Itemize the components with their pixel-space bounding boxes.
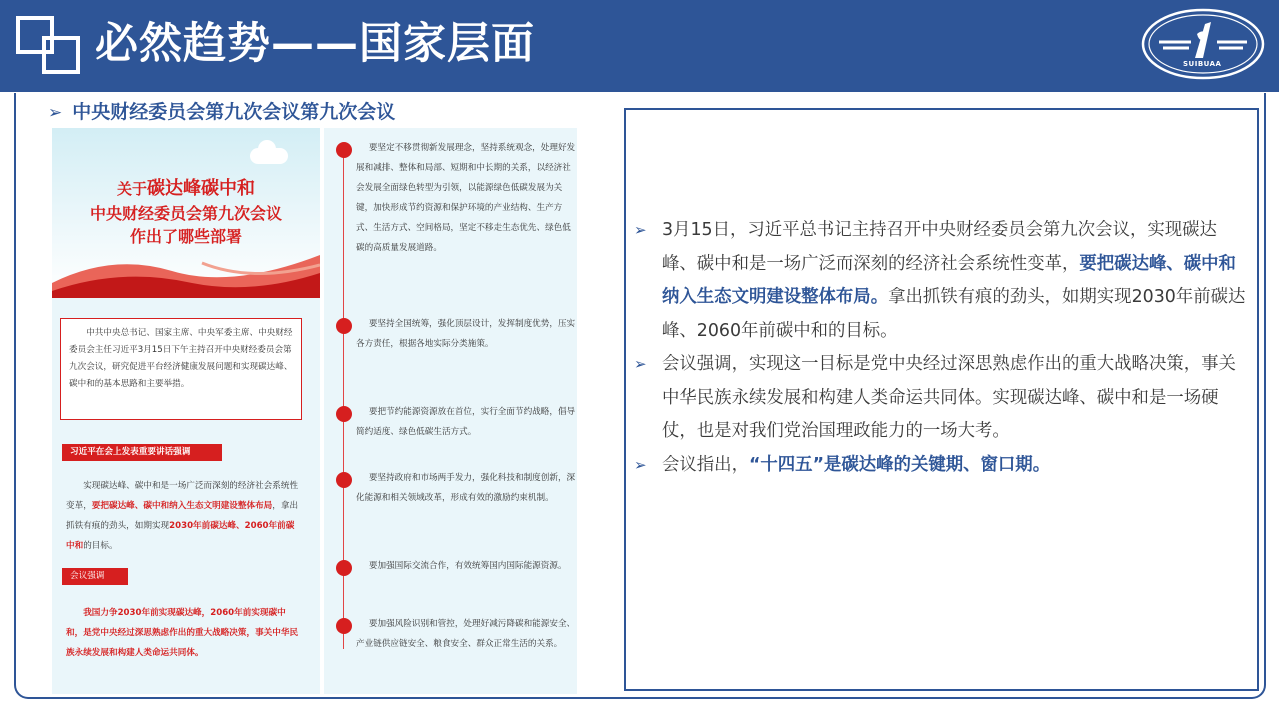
section-subheading xyxy=(48,100,395,125)
speech-tag: 习近平在会上发表重要讲话强调 xyxy=(62,444,222,461)
summary-bullet-2 xyxy=(634,348,1246,449)
timeline-text: 要加强风险识别和管控，处理好减污降碳和能源安全、产业链供应链安全、粮食安全、群众正常生活的关系。 xyxy=(356,619,576,649)
timeline-dot-icon xyxy=(336,560,352,576)
timeline-text: 要坚持政府和市场两手发力，强化科技和制度创新，深化能源和相关领域改革，形成有效的激励约束机制。 xyxy=(356,473,576,503)
summary-bullets xyxy=(634,214,1246,482)
bullet-1-text-a: 3月15日，习近平总书记主持召开中央财经委员会第九次会议，实现碳达峰、碳中和是一场广泛而深刻的经济社会系统性变革， xyxy=(662,220,1217,274)
university-logo-icon xyxy=(1139,4,1267,82)
red-ribbon-icon xyxy=(52,243,320,298)
bullet-3-text-a: 会议指出， xyxy=(662,454,749,475)
arrow-bullet-icon: ➢ xyxy=(634,455,647,474)
header-band xyxy=(0,0,1279,92)
bullet-2-text: 会议强调，实现这一目标是党中央经过深思熟虑作出的重大战略决策，事关中华民族永续发展和构建人类命运共同体。实现碳达峰、碳中和是一场硬仗，也是对我们党治国理政能力的一场大考。 xyxy=(662,354,1236,441)
speech-paragraph xyxy=(66,476,302,556)
arrow-bullet-icon: ➢ xyxy=(634,355,647,373)
bullet-1-bold: 要把碳达峰、碳中和纳入生态文明建设整体布局。 xyxy=(662,253,1236,307)
arrow-bullet-icon: ➢ xyxy=(48,103,63,123)
timeline-dot-icon xyxy=(336,472,352,488)
banner-emphasis: 碳达峰碳中和 xyxy=(147,178,255,199)
timeline-dot-icon xyxy=(336,142,352,158)
speech-highlight-2: 2030年前碳达峰、2060年前碳中和 xyxy=(66,521,295,551)
banner-line-1 xyxy=(52,178,320,200)
banner-prefix: 关于 xyxy=(116,180,147,198)
cloud-icon xyxy=(250,148,288,164)
timeline-text: 要加强国际交流合作，有效统筹国内国际能源资源。 xyxy=(368,561,567,571)
infographic-banner xyxy=(52,128,320,298)
page-title: 必然趋势——国家层面 xyxy=(95,19,535,69)
timeline-dot-icon xyxy=(336,406,352,422)
timeline-text: 要坚定不移贯彻新发展理念，坚持系统观念，处理好发展和减排、整体和局部、短期和中长期的关系，以经济社会发展全面绿色转型为引领，以能源绿色低碳发展为关键，加快形成节约资源和保护环境的产业结构、生产方式、生活方式、空间格局，坚定不移走生态优先、绿色低碳的高质量发展道路。 xyxy=(356,143,576,253)
intro-box: 中共中央总书记、国家主席、中央军委主席、中央财经委员会主任习近平3月15日下午主持召开中央财经委员会第九次会议，研究促进平台经济健康发展问题和实现碳达峰、碳中和的基本思路和主要举措。 xyxy=(60,318,302,420)
bullet-1-text-c: 拿出抓铁有痕的劲头，如期实现2030年前碳达峰、2060年前碳中和的目标。 xyxy=(662,287,1246,341)
meeting-emphasis-tag: 会议强调 xyxy=(62,568,128,585)
summary-bullet-3 xyxy=(634,449,1246,483)
infographic-middle xyxy=(324,128,577,694)
overlapping-squares-icon xyxy=(16,14,82,76)
summary-bullet-1 xyxy=(634,214,1246,348)
speech-text-a: 实现碳达峰、碳中和是一场广泛而深刻的经济社会系统性变革， xyxy=(66,481,299,511)
speech-text-c: ，拿出抓铁有痕的劲头，如期实现 xyxy=(66,501,299,531)
banner-line-2: 中央财经委员会第九次会议 xyxy=(89,204,282,223)
speech-text-e: 的目标。 xyxy=(83,541,118,551)
banner-line-3: 作出了哪些部署 xyxy=(129,227,242,246)
speech-highlight-1: 要把碳达峰、碳中和纳入生态文明建设整体布局 xyxy=(91,501,273,511)
timeline-text: 要把节约能源资源放在首位，实行全面节约战略，倡导简约适度、绿色低碳生活方式。 xyxy=(356,407,576,437)
bullet-3-bold: “十四五”是碳达峰的关键期、窗口期。 xyxy=(748,454,1051,475)
logo-caption: SUIBUAA xyxy=(1183,60,1222,68)
arrow-bullet-icon: ➢ xyxy=(634,221,647,239)
timeline-dot-icon xyxy=(336,618,352,634)
subheading-text: 中央财经委员会第九次会议第九次会议 xyxy=(72,101,396,123)
meeting-emphasis-paragraph: 我国力争2030年前实现碳达峰，2060年前实现碳中和，是党中央经过深思熟虑作出的重大战略决策，事关中华民族永续发展和构建人类命运共同体。 xyxy=(66,608,299,658)
infographic-left xyxy=(52,128,320,694)
timeline-text: 要坚持全国统筹，强化顶层设计，发挥制度优势，压实各方责任，根据各地实际分类施策。 xyxy=(356,319,576,349)
timeline-dot-icon xyxy=(336,318,352,334)
